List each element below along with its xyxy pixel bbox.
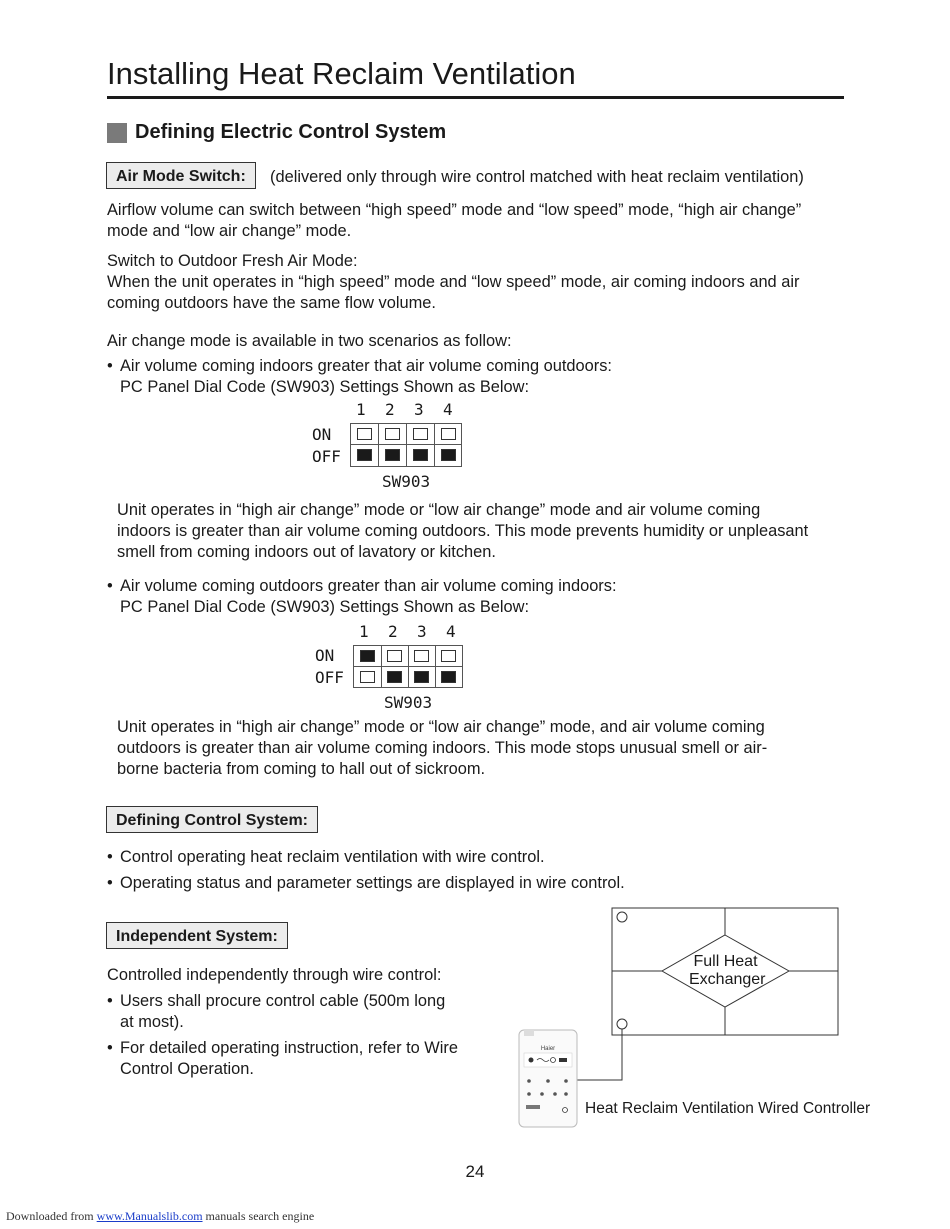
wired-controller-device bbox=[519, 1030, 577, 1127]
footer-suffix: manuals search engine bbox=[205, 1209, 315, 1223]
button-icon bbox=[527, 1079, 531, 1083]
dip-number-4: 4 bbox=[446, 622, 456, 641]
exchanger-label-line1: Full Heat bbox=[693, 953, 758, 970]
page-title: Installing Heat Reclaim Ventilation bbox=[107, 56, 576, 91]
scenario1-desc-line2: indoors is greater than air volume coming outdoors. This mode prevents humidity or unpleasant bbox=[117, 522, 809, 540]
bullet-icon: • bbox=[107, 874, 113, 892]
control-cable bbox=[577, 1029, 622, 1080]
scenario1-dial-code: PC Panel Dial Code (SW903) Settings Shown as Below: bbox=[120, 378, 530, 396]
mount-hole-icon bbox=[617, 912, 627, 922]
controller-caption: Heat Reclaim Ventilation Wired Controller bbox=[585, 1100, 871, 1117]
air-mode-switch-label: Air Mode Switch: bbox=[106, 162, 256, 189]
control-system-label: Defining Control System: bbox=[106, 806, 318, 833]
dip-number-2: 2 bbox=[388, 622, 398, 641]
bullet-icon: • bbox=[107, 848, 113, 866]
dip-on-label: ON bbox=[315, 646, 335, 665]
airflow-paragraph-line2: mode and “low air change” mode. bbox=[107, 222, 352, 240]
fresh-air-heading: Switch to Outdoor Fresh Air Mode: bbox=[107, 252, 358, 270]
bullet-icon: • bbox=[107, 1039, 113, 1057]
independent-bullet-1-cont: at most). bbox=[120, 1013, 184, 1031]
footer-prefix: Downloaded from bbox=[6, 1209, 94, 1223]
dip-switch-name: SW903 bbox=[382, 472, 431, 491]
dip-number-1: 1 bbox=[356, 400, 366, 419]
fresh-air-line2: When the unit operates in “high speed” mode and “low speed” mode, air coming indoors and air bbox=[107, 273, 800, 291]
scenario2-desc-line2: outdoors is greater than air volume coming indoors. This mode stops unusual smell or air- bbox=[117, 739, 768, 757]
speed-icon bbox=[559, 1058, 567, 1062]
button-icon bbox=[553, 1092, 557, 1096]
dip-number-3: 3 bbox=[414, 400, 424, 419]
independent-bullet-1-text: Users shall procure control cable (500m long bbox=[120, 992, 446, 1010]
dip-switch-name: SW903 bbox=[384, 693, 433, 712]
fan-icon bbox=[529, 1058, 534, 1063]
scenario2-desc-line3: borne bacteria from coming to hall out of sickroom. bbox=[117, 760, 486, 778]
scenario1-desc-line3: smell from coming indoors out of lavatory or kitchen. bbox=[117, 543, 496, 561]
controller-body bbox=[519, 1030, 577, 1127]
independent-bullet-2-text: For detailed operating instruction, refer to Wire bbox=[120, 1039, 458, 1057]
dip-number-1: 1 bbox=[359, 622, 369, 641]
dip-number-3: 3 bbox=[417, 622, 427, 641]
bullet-icon: • bbox=[107, 992, 113, 1010]
dip-number-2: 2 bbox=[385, 400, 395, 419]
fresh-air-line3: coming outdoors have the same flow volume. bbox=[107, 294, 436, 312]
exchanger-label-line2: Exchanger bbox=[689, 971, 766, 988]
mount-hole-icon bbox=[617, 1019, 627, 1029]
scenario2-bullet-text: Air volume coming outdoors greater than air volume coming indoors: bbox=[120, 577, 617, 595]
air-change-intro: Air change mode is available in two scenarios as follow: bbox=[107, 332, 512, 350]
airflow-paragraph-line1: Airflow volume can switch between “high speed” mode and “low speed” mode, “high air change” bbox=[107, 201, 802, 219]
section-title: Defining Electric Control System bbox=[135, 121, 447, 143]
button-icon bbox=[564, 1079, 568, 1083]
button-icon bbox=[527, 1092, 531, 1096]
bullet-icon: • bbox=[107, 357, 113, 375]
button-icon bbox=[526, 1105, 540, 1109]
dip-on-label: ON bbox=[312, 425, 332, 444]
scenario1-desc-line1: Unit operates in “high air change” mode or “low air change” mode and air volume coming bbox=[117, 501, 761, 519]
download-footer bbox=[6, 1209, 314, 1224]
bullet-icon: • bbox=[107, 577, 113, 595]
control-bullet-2-text: Operating status and parameter settings are displayed in wire control. bbox=[120, 874, 625, 892]
controller-brand: Haier bbox=[540, 1046, 556, 1052]
controller-clip bbox=[524, 1030, 534, 1036]
dip-number-4: 4 bbox=[443, 400, 453, 419]
manualslib-link[interactable]: www.Manualslib.com bbox=[96, 1209, 203, 1223]
button-icon bbox=[546, 1079, 550, 1083]
independent-intro: Controlled independently through wire control: bbox=[107, 966, 442, 984]
button-icon bbox=[540, 1092, 544, 1096]
independent-system-label: Independent System: bbox=[106, 922, 288, 949]
air-mode-note: (delivered only through wire control matched with heat reclaim ventilation) bbox=[270, 168, 804, 186]
scenario1-bullet-text: Air volume coming indoors greater that air volume coming outdoors: bbox=[120, 357, 612, 375]
control-bullet-1-text: Control operating heat reclaim ventilation with wire control. bbox=[120, 848, 545, 866]
page-number: 24 bbox=[465, 1162, 485, 1181]
independent-bullet-2-cont: Control Operation. bbox=[120, 1060, 254, 1078]
dip-off-label: OFF bbox=[315, 668, 344, 687]
scenario2-desc-line1: Unit operates in “high air change” mode or “low air change” mode, and air volume coming bbox=[117, 718, 765, 736]
dip-off-label: OFF bbox=[312, 447, 341, 466]
scenario2-dial-code: PC Panel Dial Code (SW903) Settings Shown as Below: bbox=[120, 598, 530, 616]
heat-exchanger-unit bbox=[577, 908, 838, 1080]
button-icon bbox=[564, 1092, 568, 1096]
